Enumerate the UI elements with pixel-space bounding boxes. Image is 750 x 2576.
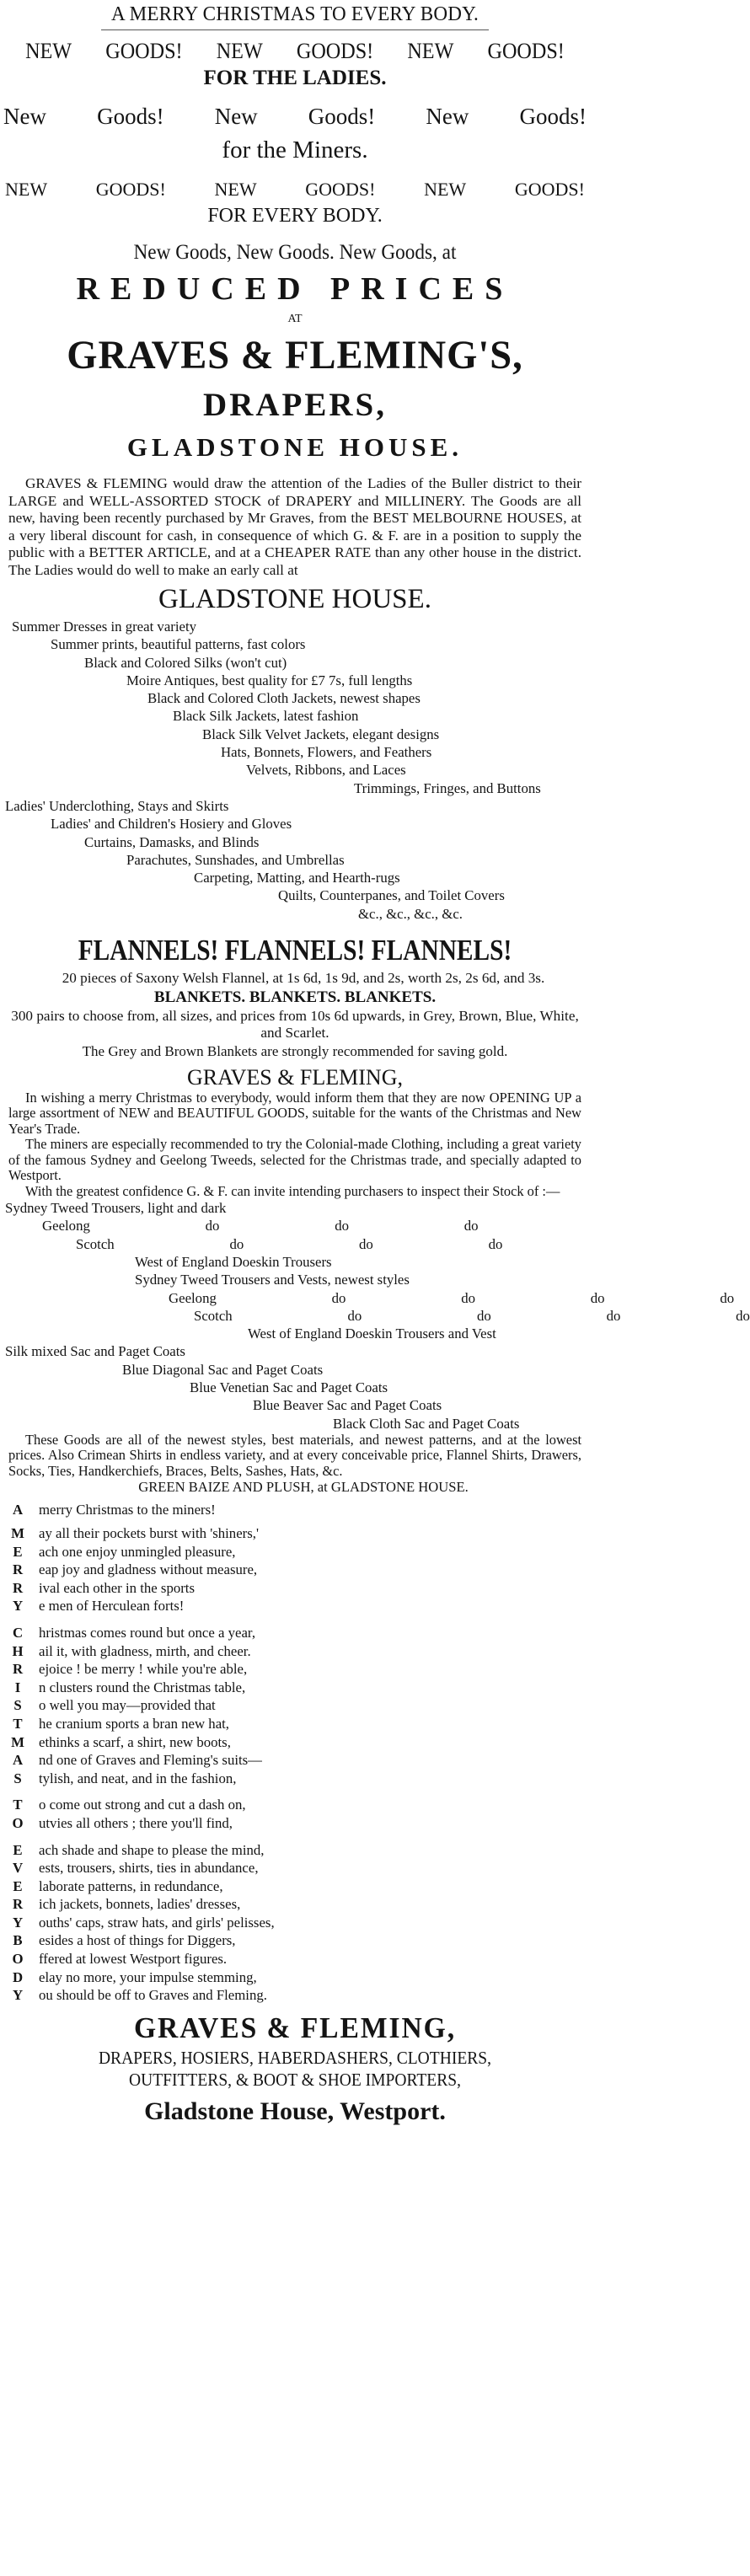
list-item: Trimmings, Fringes, and Buttons — [354, 779, 541, 796]
acrostic-cap: E — [13, 1841, 23, 1858]
acrostic-text: ou should be off to Graves and Fleming. — [39, 1987, 267, 2004]
acrostic-cap: M — [11, 1525, 24, 1541]
acrostic-cap: Y — [12, 1598, 24, 1615]
list-item: Black Cloth Sac and Paget Coats — [333, 1415, 520, 1432]
acrostic-text: eap joy and gladness without measure, — [39, 1561, 258, 1578]
list-item: Hats, Bonnets, Flowers, and Feathers — [221, 744, 432, 761]
acrostic-text: utvies all others ; there you'll find, — [39, 1814, 233, 1831]
miners-paragraph: The miners are especially recommended to try the Colonial-made Clothing, including a great variety of the famous Sydney and Geelong Tweeds, selected for the Christmas trade, and specially adapted to Westport. — [8, 1136, 581, 1184]
list-item: Carpeting, Matting, and Hearth-rugs — [194, 870, 400, 886]
acrostic-line — [8, 1770, 590, 1788]
row1-word: GOODS! — [105, 39, 183, 63]
list-item: Sydney Tweed Trousers, light and dark — [5, 1200, 227, 1217]
row3-word: NEW — [5, 179, 48, 200]
acrostic-cap: I — [14, 1679, 21, 1695]
acrostic-line — [8, 1579, 590, 1598]
acrostic-cap: Y — [12, 1914, 24, 1931]
goods-list — [0, 618, 590, 923]
acrostic-text: tylish, and neat, and in the fashion, — [39, 1770, 237, 1786]
acrostic-line — [8, 1696, 590, 1715]
wishing-paragraph: In wishing a merry Christmas to everybody, would inform them that they are now OPENING UP a large assortment of NEW and BEAUTIFUL GOODS, suitable for the wants of the Christmas and New Year's Trade. — [8, 1089, 581, 1137]
acrostic-text: ethinks a scarf, a shirt, new boots, — [39, 1733, 231, 1750]
intro-paragraph: GRAVES & FLEMING would draw the attention of the Ladies of the Buller district to their LARGE and WELL-ASSORTED STOCK of DRAPERY and MILLINERY. The Goods are all new, having been recently purchased by Mr Graves, from the BEST MELBOURNE HOUSES, at a very liberal discount for cash, in consequence of which G. & F. are in a position to supply the public with a BETTER ARTICLE, and at a CHEAPER RATE than any other house in the district. The Ladies would do well to make an early call at — [8, 475, 581, 578]
acrostic-line — [8, 1642, 590, 1661]
list-item: Ladies' Underclothing, Stays and Skirts — [5, 797, 229, 814]
acrostic-text: laborate patterns, in redundance, — [39, 1877, 223, 1894]
reduced-prices: REDUCED PRICES — [76, 271, 514, 307]
row1-word: NEW — [407, 39, 454, 63]
acrostic-text: ach shade and shape to please the mind, — [39, 1841, 265, 1858]
acrostic-text: ests, trousers, shirts, ties in abundance, — [39, 1860, 259, 1877]
acrostic-line — [8, 1796, 590, 1814]
acrostic-text: ach one enjoy unmingled pleasure, — [39, 1543, 236, 1560]
new-goods-row-2 — [0, 101, 590, 131]
christmas-banner: A MERRY CHRISTMAS TO EVERY BODY. — [111, 3, 479, 25]
for-the-miners: for the Miners. — [222, 137, 368, 163]
acrostic-cap: R — [12, 1579, 24, 1596]
list-item: Ladies' and Children's Hosiery and Gloves — [51, 816, 292, 833]
acrostic-poem — [0, 1501, 590, 2004]
acrostic-line — [8, 1950, 590, 1968]
acrostic-line — [8, 1524, 590, 1543]
acrostic-cap: S — [13, 1697, 22, 1714]
acrostic-line — [8, 1561, 590, 1579]
acrostic-cap: A — [12, 1502, 24, 1518]
acrostic-cap: T — [13, 1797, 23, 1813]
acrostic-line — [8, 1968, 590, 1987]
list-item: Blue Venetian Sac and Paget Coats — [190, 1379, 388, 1396]
acrostic-line — [8, 1751, 590, 1770]
acrostic-text: ffered at lowest Westport figures. — [39, 1951, 228, 1968]
new-goods-at: New Goods, New Goods. New Goods, at — [133, 241, 457, 264]
acrostic-text: ejoice ! be merry ! while you're able, — [39, 1661, 248, 1678]
acrostic-text: ail it, with gladness, mirth, and cheer. — [39, 1642, 251, 1659]
acrostic-line — [8, 1814, 590, 1833]
list-item: Summer prints, beautiful patterns, fast colors — [51, 636, 306, 653]
acrostic-cap: B — [13, 1932, 23, 1949]
row2-word: New — [3, 104, 46, 129]
for-the-ladies: FOR THE LADIES. — [203, 67, 387, 89]
clothing-list — [0, 1199, 750, 1433]
row3-word: GOODS! — [95, 179, 166, 200]
acrostic-text: esides a host of things for Diggers, — [39, 1932, 236, 1949]
list-item: Blue Diagonal Sac and Paget Coats — [122, 1361, 324, 1378]
newest-paragraph: These Goods are all of the newest styles, best materials, and newest patterns, and at the lowest prices. Also Crimean Shirts in endless variety, and at every conceivable price, Flannel Shirts, Drawers, Socks, Ties, Handkerchiefs, Braces, Belts, Sashes, Hats, &c. — [8, 1431, 581, 1479]
footer-address: Gladstone House, Westport. — [144, 2097, 446, 2125]
row2-word: Goods! — [308, 104, 376, 129]
row2-word: Goods! — [97, 104, 164, 129]
list-item: Geelong do do do do — [169, 1289, 735, 1306]
row1-word: GOODS! — [487, 39, 565, 63]
confidence-paragraph: With the greatest confidence G. & F. can invite intending purchasers to inspect their Stock of :— — [25, 1182, 560, 1199]
acrostic-cap: A — [12, 1752, 24, 1769]
footer-trades-line-1: DRAPERS, HOSIERS, HABERDASHERS, CLOTHIERS, — [98, 2047, 492, 2068]
acrostic-line — [8, 1877, 590, 1896]
row2-word: Goods! — [519, 104, 587, 129]
acrostic-line — [8, 1914, 590, 1932]
acrostic-cap: T — [13, 1715, 23, 1732]
acrostic-line — [8, 1931, 590, 1950]
list-item: Quilts, Counterpanes, and Toilet Covers — [278, 887, 505, 904]
acrostic-cap: E — [13, 1543, 23, 1560]
drapers-heading: DRAPERS, — [203, 387, 387, 423]
acrostic-cap: E — [13, 1877, 23, 1894]
list-item: &c., &c., &c., &c. — [358, 905, 463, 922]
acrostic-cap: C — [12, 1624, 24, 1641]
at-label: AT — [287, 313, 303, 325]
list-item: Black Silk Jackets, latest fashion — [173, 708, 359, 725]
acrostic-cap: O — [12, 1814, 24, 1831]
acrostic-cap: R — [12, 1561, 24, 1578]
blankets-paragraph: 300 pairs to choose from, all sizes, and prices from 10s 6d upwards, in Grey, Brown, Blue, White, and Scarlet. — [11, 1007, 579, 1042]
acrostic-line — [8, 1833, 590, 1841]
list-item: Velvets, Ribbons, and Laces — [246, 762, 406, 779]
acrostic-line — [8, 1859, 590, 1877]
acrostic-line — [8, 1787, 590, 1796]
acrostic-text: he cranium sports a bran new hat, — [39, 1715, 230, 1732]
list-item: West of England Doeskin Trousers — [135, 1253, 332, 1270]
list-item: Geelong do do do — [42, 1218, 479, 1234]
divider — [101, 29, 489, 30]
graves-fleming-subheading: GRAVES & FLEMING, — [187, 1064, 403, 1090]
acrostic-cap: V — [12, 1860, 24, 1877]
firm-name: GRAVES & FLEMING'S, — [67, 333, 523, 378]
list-item: Parachutes, Sunshades, and Umbrellas — [126, 851, 345, 868]
gladstone-house-heading: GLADSTONE HOUSE. — [126, 432, 463, 462]
list-item: Curtains, Damasks, and Blinds — [84, 833, 260, 850]
acrostic-line — [8, 1733, 590, 1752]
acrostic-line — [8, 1624, 590, 1642]
acrostic-text: merry Christmas to the miners! — [39, 1502, 216, 1518]
list-item: Scotch do do do — [76, 1235, 503, 1252]
new-goods-row-1 — [21, 39, 570, 64]
flannels-heading: FLANNELS! FLANNELS! FLANNELS! — [78, 934, 512, 967]
row1-word: NEW — [25, 39, 72, 63]
acrostic-text: ouths' caps, straw hats, and girls' pelisses, — [39, 1914, 275, 1931]
acrostic-text: nd one of Graves and Fleming's suits— — [39, 1752, 262, 1769]
acrostic-line — [8, 1543, 590, 1561]
green-baize-line: GREEN BAIZE AND PLUSH, at GLADSTONE HOUSE. — [138, 1479, 469, 1496]
acrostic-line — [8, 1986, 590, 2005]
list-item: Black Silk Velvet Jackets, elegant designs — [202, 726, 440, 742]
acrostic-text: ival each other in the sports — [39, 1579, 196, 1596]
acrostic-cap: D — [12, 1968, 24, 1985]
acrostic-lines — [8, 1524, 590, 2005]
acrostic-cap: R — [12, 1661, 24, 1678]
acrostic-text: ay all their pockets burst with 'shiners,' — [39, 1525, 259, 1541]
grey-brown-note: The Grey and Brown Blankets are strongly recommended for saving gold. — [82, 1042, 508, 1059]
flannel-paragraph: 20 pieces of Saxony Welsh Flannel, at 1s 6d, 1s 9d, and 2s, worth 2s, 2s 6d, and 3s. — [62, 970, 545, 987]
list-item: Moire Antiques, best quality for £7 7s, full lengths — [126, 672, 413, 688]
blankets-heading: BLANKETS. BLANKETS. BLANKETS. — [153, 988, 437, 1006]
acrostic-text: o well you may—provided that — [39, 1697, 216, 1714]
new-goods-row-3 — [0, 177, 590, 202]
gladstone-house-subheading: GLADSTONE HOUSE. — [158, 584, 431, 614]
acrostic-text: hristmas comes round but once a year, — [39, 1624, 256, 1641]
list-item: West of England Doeskin Trousers and Vest — [248, 1325, 496, 1342]
list-item: Black and Colored Cloth Jackets, newest shapes — [147, 690, 421, 707]
acrostic-line — [8, 1841, 590, 1860]
acrostic-cap: S — [13, 1770, 22, 1786]
list-item: Black and Colored Silks (won't cut) — [84, 654, 287, 671]
for-every-body: FOR EVERY BODY. — [207, 205, 383, 227]
acrostic-text: n clusters round the Christmas table, — [39, 1679, 246, 1695]
newspaper-advertisement — [0, 2, 750, 2576]
acrostic-intro — [8, 1501, 590, 1519]
acrostic-line — [8, 1679, 590, 1697]
list-item: Silk mixed Sac and Paget Coats — [5, 1343, 185, 1360]
acrostic-cap: M — [11, 1733, 24, 1750]
row3-word: GOODS! — [305, 179, 376, 200]
list-item: Sydney Tweed Trousers and Vests, newest styles — [135, 1272, 410, 1288]
acrostic-cap: R — [12, 1896, 24, 1913]
acrostic-text: elay no more, your impulse stemming, — [39, 1968, 257, 1985]
row3-word: NEW — [424, 179, 467, 200]
row1-word: GOODS! — [296, 39, 374, 63]
list-item: Summer Dresses in great variety — [12, 619, 197, 635]
acrostic-line — [8, 1715, 590, 1733]
acrostic-cap: Y — [12, 1987, 24, 2004]
acrostic-text: o come out strong and cut a dash on, — [39, 1797, 246, 1813]
footer-trades-line-2: OUTFITTERS, & BOOT & SHOE IMPORTERS, — [128, 2069, 461, 2090]
row3-word: NEW — [214, 179, 257, 200]
row2-word: New — [214, 104, 258, 129]
row3-word: GOODS! — [514, 179, 585, 200]
acrostic-text: ich jackets, bonnets, ladies' dresses, — [39, 1896, 241, 1913]
acrostic-cap: O — [12, 1951, 24, 1968]
acrostic-line — [8, 1895, 590, 1914]
acrostic-text: e men of Herculean forts! — [39, 1598, 185, 1615]
footer-firm-name: GRAVES & FLEMING, — [133, 2011, 457, 2044]
list-item: Blue Beaver Sac and Paget Coats — [253, 1397, 442, 1414]
acrostic-cap: H — [12, 1642, 24, 1659]
list-item: Scotch do do do do — [194, 1307, 750, 1324]
acrostic-line — [8, 1660, 590, 1679]
row2-word: New — [426, 104, 469, 129]
acrostic-line — [8, 1597, 590, 1615]
row1-word: NEW — [216, 39, 263, 63]
acrostic-line — [8, 1615, 590, 1624]
